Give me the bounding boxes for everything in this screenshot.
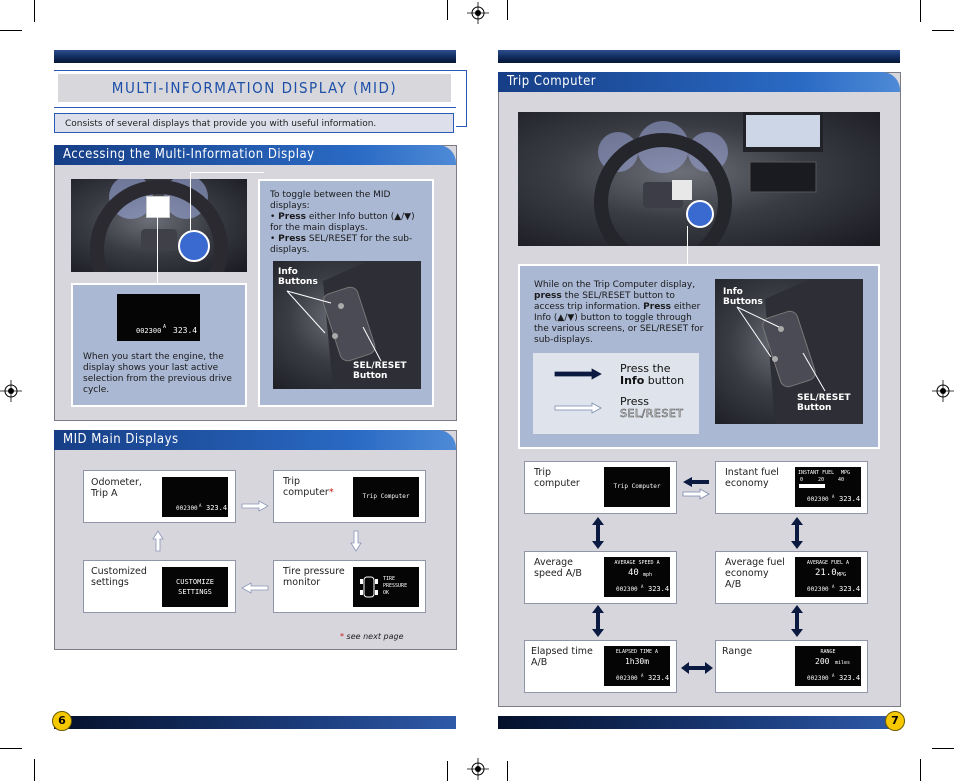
- steering-buttons-photo: [715, 279, 863, 424]
- connector-line: [190, 172, 191, 230]
- press-word: press: [534, 291, 562, 301]
- mid-screen-odometer: [117, 294, 200, 341]
- legend-press: Press: [620, 395, 649, 408]
- average-speed-label: Average speed A/B: [534, 557, 582, 579]
- trip-computer-label-text: Trip computer: [283, 476, 329, 498]
- bullet-2-text: SEL/RESET for the sub-displays.: [270, 234, 413, 255]
- screen-value: 200: [815, 657, 830, 666]
- legend-button-word: button: [644, 374, 685, 387]
- screen-line-3: OK: [383, 590, 390, 596]
- crop-mark: [920, 0, 921, 22]
- elapsed-time-screen: [604, 646, 670, 686]
- crop-mark: [447, 761, 448, 781]
- connector-line: [190, 172, 264, 173]
- steering-buttons-photo: [273, 261, 421, 389]
- scale-40: 40: [838, 477, 845, 483]
- customize-screen: [162, 567, 228, 607]
- title-frame-bracket: [456, 70, 467, 127]
- legend-sel: [620, 396, 684, 420]
- screen-odometer-value: 002300: [176, 505, 198, 512]
- steering-wheel-photo: [71, 179, 247, 272]
- connector-line: [687, 226, 688, 264]
- crop-mark: [507, 761, 508, 781]
- car-tire-icon: [359, 575, 379, 599]
- footnote-asterisk: *: [340, 632, 344, 641]
- connector-line: [157, 216, 158, 284]
- scale-0: 0: [800, 477, 804, 483]
- crop-mark: [932, 748, 954, 749]
- press-word: Press: [643, 302, 672, 312]
- instant-fuel-label: Instant fuel economy: [725, 467, 779, 489]
- arrow-left-icon: [241, 582, 269, 594]
- screen-trip-value: 323.4: [648, 674, 670, 682]
- screen-trip-value: 323.4: [839, 585, 861, 593]
- screen-value: 1h30m: [624, 657, 650, 666]
- screen-trip-letter: A: [163, 324, 167, 330]
- screen-unit: MPG: [841, 470, 851, 476]
- odometer-screen: [162, 477, 228, 517]
- screen-value: 40: [628, 568, 639, 578]
- button-highlight: [672, 180, 692, 200]
- screen-title: ELAPSED TIME A: [615, 649, 659, 655]
- instant-fuel-screen: [795, 467, 861, 507]
- arrow-right-icon: [682, 488, 710, 500]
- crop-mark: [0, 30, 22, 31]
- bullet-1-text: either Info button (▲/▼) for the main displays.: [270, 212, 415, 233]
- arrow-left-icon: [682, 476, 710, 488]
- main-displays-section: [54, 430, 457, 650]
- registration-mark-icon: [467, 758, 489, 780]
- screen-odometer-value: 002300: [616, 675, 638, 682]
- screen-trip-letter: A: [832, 494, 835, 499]
- tire-pressure-screen: [353, 567, 419, 607]
- screen-title: AVERAGE SPEED A: [614, 560, 660, 566]
- trip-computer-label: Trip computer: [534, 467, 580, 489]
- legend-info: [620, 363, 684, 387]
- screen-title: AVERAGE FUEL A: [806, 560, 850, 566]
- left-top-bar: [54, 50, 456, 63]
- average-speed-screen: [604, 557, 670, 597]
- left-bottom-bar: [54, 716, 456, 729]
- crop-mark: [34, 0, 35, 22]
- crop-mark: [507, 0, 508, 20]
- range-label: Range: [722, 646, 753, 657]
- screen-trip-letter: A: [641, 584, 644, 589]
- engine-start-text: When you start the engine, the display shows your last active selection from the previous drive cycle.: [83, 352, 232, 395]
- page-number-right: 7: [885, 711, 905, 731]
- sel-reset-label: SEL/RESET Button: [797, 393, 851, 413]
- screen-unit: miles: [835, 660, 851, 666]
- average-fuel-screen: [795, 557, 861, 597]
- footnote: [340, 632, 403, 641]
- screen-odometer-value: 002300: [616, 586, 638, 593]
- press-word: Press: [278, 234, 307, 244]
- registration-mark-icon: [0, 380, 22, 402]
- screen-line-2: PRESSURE: [383, 583, 408, 589]
- arrow-down-icon: [350, 530, 362, 552]
- instr-part-1: While on the Trip Computer display,: [534, 280, 696, 290]
- legend-press-the: Press the: [620, 362, 671, 375]
- mid-screen-highlight: [146, 196, 170, 218]
- crop-mark: [920, 759, 921, 781]
- info-buttons-label: Info Buttons: [723, 287, 763, 307]
- screen-trip-value: 323.4: [839, 495, 861, 503]
- press-word: Press: [278, 212, 307, 222]
- sel-reset-arrow-icon: [554, 402, 602, 414]
- customized-label: Customized settings: [91, 566, 147, 588]
- crop-mark: [447, 0, 448, 20]
- range-screen: [795, 646, 861, 686]
- screen-title: RANGE: [820, 649, 836, 655]
- crop-mark: [34, 759, 35, 781]
- asterisk-mark: *: [328, 487, 334, 498]
- screen-line-1: TIRE: [383, 576, 396, 582]
- legend-info-word: Info: [620, 374, 645, 387]
- screen-line-1: CUSTOMIZE: [176, 578, 214, 586]
- toggle-bullet-1: • Press either Info button (▲/▼) for the main displays.: [270, 212, 415, 233]
- elapsed-time-label: Elapsed time A/B: [531, 646, 593, 668]
- toggle-bullet-2: • Press SEL/RESET for the sub-displays.: [270, 234, 413, 255]
- fuel-bar: [799, 484, 825, 488]
- button-callout-circle: [178, 230, 210, 262]
- accessing-heading: Accessing the Multi-Information Display: [54, 145, 456, 165]
- arrow-updown-icon: [591, 516, 605, 550]
- page-title: MULTI-INFORMATION DISPLAY (MID): [58, 74, 451, 102]
- arrow-updown-icon: [790, 516, 804, 550]
- screen-unit: mph: [643, 572, 653, 578]
- trip-computer-screen: [353, 477, 419, 517]
- screen-title: Trip Computer: [362, 493, 410, 500]
- main-displays-heading: MID Main Displays: [54, 430, 456, 450]
- screen-line-2: SETTINGS: [178, 588, 212, 596]
- steering-wheel-icon: [71, 179, 247, 272]
- screen-trip-letter: A: [641, 673, 644, 678]
- screen-title: INSTANT FUEL: [798, 470, 835, 476]
- odometer-label: Odometer, Trip A: [91, 477, 142, 499]
- screen-trip-value: 323.4: [173, 326, 198, 335]
- instr-part-2: the SEL/RESET button to access trip information.: [534, 291, 675, 312]
- trip-computer-screen: [604, 467, 670, 507]
- screen-trip-value: 323.4: [648, 585, 670, 593]
- sel-reset-label: SEL/RESET Button: [353, 361, 407, 381]
- arrow-right-icon: [241, 500, 269, 512]
- screen-trip-letter: A: [832, 584, 835, 589]
- instructions-text: [534, 280, 706, 346]
- info-buttons-label: Info Buttons: [278, 267, 318, 287]
- screen-title: Trip Computer: [613, 483, 661, 490]
- arrow-updown-icon: [591, 604, 605, 638]
- arrow-updown-icon: [790, 604, 804, 638]
- intro-text: Consists of several displays that provide you with useful information.: [54, 113, 454, 133]
- tire-pressure-label: Tire pressure monitor: [283, 566, 345, 588]
- toggle-intro: To toggle between the MID displays:: [270, 190, 391, 211]
- screen-trip-letter: A: [832, 673, 835, 678]
- screen-value: 21.0: [815, 568, 837, 578]
- screen-odometer-value: 002300: [136, 327, 162, 335]
- registration-mark-icon: [467, 2, 489, 24]
- page-number-left: 6: [52, 711, 72, 731]
- average-fuel-label: Average fuel economy A/B: [725, 557, 785, 590]
- screen-odometer-value: 002300: [807, 496, 829, 503]
- arrow-up-icon: [152, 530, 164, 552]
- registration-mark-icon: [932, 380, 954, 402]
- screen-odometer-value: 002300: [807, 586, 829, 593]
- button-callout-circle: [686, 200, 714, 228]
- crop-mark: [0, 748, 22, 749]
- scale-20: 20: [818, 477, 825, 483]
- right-bottom-bar: [498, 716, 900, 729]
- legend-sel-reset-word: SEL/RESET: [620, 407, 684, 420]
- screen-trip-value: 323.4: [839, 674, 861, 682]
- footnote-text: see next page: [344, 632, 404, 641]
- right-top-bar: [498, 50, 900, 63]
- arrow-leftright-icon: [680, 662, 714, 674]
- instr-part-3: either Info (▲/▼) button to toggle through the various screens, or SEL/RESET for sub-displays.: [534, 302, 704, 345]
- screen-trip-value: 323.4: [206, 504, 228, 512]
- screen-unit: MPG: [837, 572, 847, 578]
- trip-computer-label: [283, 476, 343, 498]
- trip-computer-heading: Trip Computer: [498, 72, 900, 92]
- crop-mark: [932, 30, 954, 31]
- info-arrow-icon: [554, 368, 602, 380]
- screen-trip-letter: A: [199, 503, 202, 508]
- screen-odometer-value: 002300: [807, 675, 829, 682]
